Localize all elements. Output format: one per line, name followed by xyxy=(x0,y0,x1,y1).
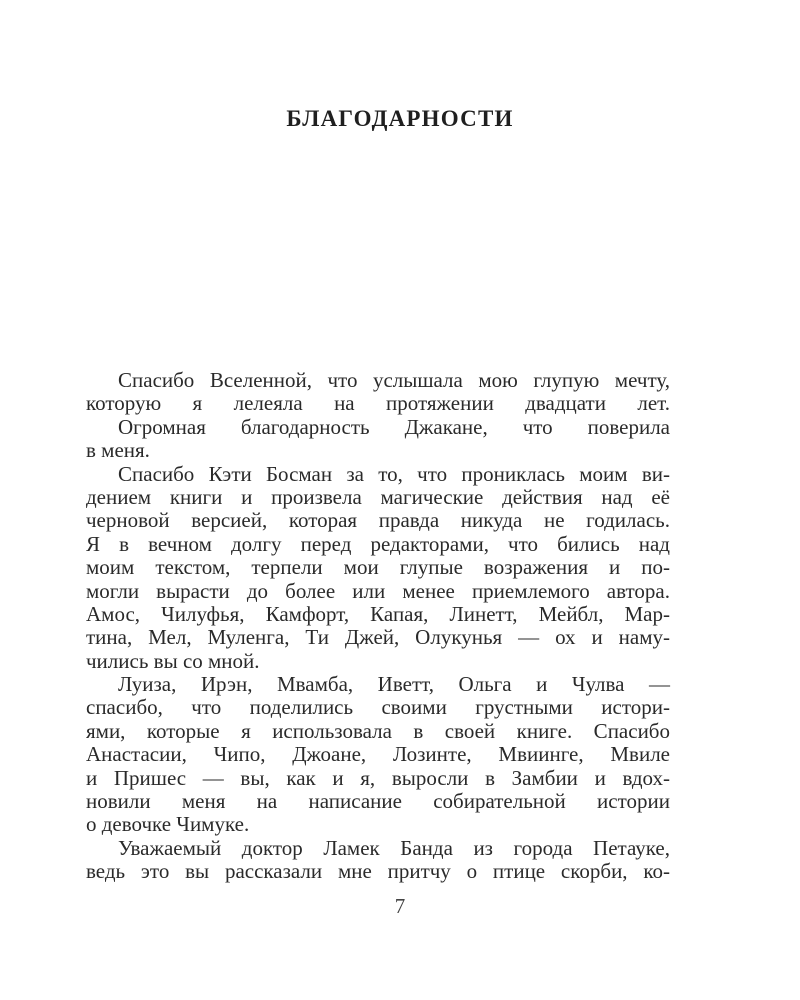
text-line: и Пришес — вы, как и я, выросли в Замбии и вдох- xyxy=(86,765,670,790)
text-line: Огромная благодарность Джакане, что поверила xyxy=(118,414,670,439)
text-line: спасибо, что поделились своими грустными истори- xyxy=(86,695,670,720)
text-line: Анастасии, Чипо, Джоане, Лозинте, Мвиинге, Мвиле xyxy=(86,742,670,767)
text-line: Амос, Чилуфья, Камфорт, Капая, Линетт, Мейбл, Мар- xyxy=(86,601,670,626)
text-line: черновой версией, которая правда никуда не годилась. xyxy=(86,508,670,533)
chapter-heading: БЛАГОДАРНОСТИ xyxy=(286,106,514,131)
page-number: 7 xyxy=(394,894,406,918)
text-line: Спасибо Кэти Босман за то, что прониклась моим ви- xyxy=(118,461,670,486)
text-line: в меня. xyxy=(86,438,150,463)
text-line: ведь это вы рассказали мне притчу о птице скорби, ко- xyxy=(86,859,670,884)
text-line: Спасибо Вселенной, что услышала мою глупую мечту, xyxy=(118,368,670,392)
text-line: моим текстом, терпели мои глупые возражения и по- xyxy=(86,555,670,580)
text-line: Луиза, Ирэн, Мвамба, Иветт, Ольга и Чулва — xyxy=(118,672,670,697)
text-line: новили меня на написание собирательной истории xyxy=(86,789,670,814)
text-line: могли вырасти до более или менее приемлемого автора. xyxy=(86,578,670,603)
text-line: чились вы со мной. xyxy=(86,648,260,673)
text-line: Я в вечном долгу перед редакторами, что бились над xyxy=(86,531,670,556)
text-line: Уважаемый доктор Ламек Банда из города Петауке, xyxy=(118,835,670,860)
text-line: которую я лелеяла на протяжении двадцати лет. xyxy=(86,391,670,416)
text-line: о девочке Чимуке. xyxy=(86,812,250,837)
text-line: дением книги и произвела магические действия над её xyxy=(86,484,670,509)
text-line: тина, Мел, Муленга, Ти Джей, Олукунья — ох и наму- xyxy=(86,625,670,650)
acknowledgements-text xyxy=(86,369,670,884)
text-line: ями, которые я использовала в своей книге. Спасибо xyxy=(86,718,670,743)
